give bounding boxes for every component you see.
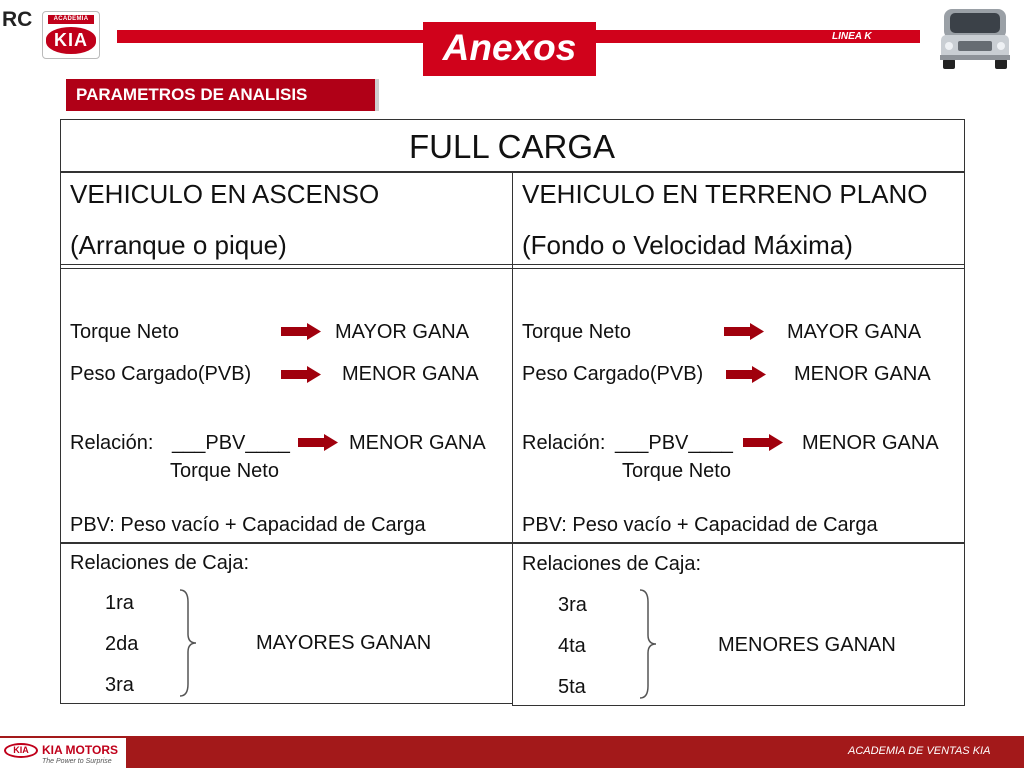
table-left-border [60, 119, 61, 704]
right-relacion-result: MENOR GANA [802, 432, 939, 454]
left-relacion-denominator: Torque Neto [170, 460, 279, 482]
left-title-line1: VEHICULO EN ASCENSO [70, 179, 380, 209]
caja-divider-left [60, 542, 512, 544]
left-torque-label: Torque Neto [70, 321, 179, 343]
left-torque-result: MAYOR GANA [335, 321, 470, 343]
line-label: LINEA K [832, 31, 872, 42]
logo-top-text: ACADEMIA [48, 15, 94, 24]
van-image [936, 3, 1014, 76]
right-caja-label: Relaciones de Caja: [522, 553, 701, 575]
left-gear-1: 1ra [105, 592, 134, 614]
caja-divider-right [512, 542, 965, 544]
left-caja-label: Relaciones de Caja: [70, 552, 249, 574]
page-title: Anexos [423, 22, 596, 76]
corner-code: RC [2, 8, 33, 31]
right-peso-label: Peso Cargado(PVB) [522, 363, 704, 385]
logo-kia-text: KIA [46, 27, 96, 54]
right-relacion-numerator: ___PBV____ [615, 432, 733, 454]
table-right-border [964, 119, 965, 706]
right-torque-label: Torque Neto [522, 321, 631, 343]
table-bottom-right [512, 705, 965, 706]
left-peso-arrow [281, 366, 321, 383]
kia-motors-logo [0, 738, 126, 768]
right-peso-arrow [726, 366, 766, 383]
right-gear-3: 5ta [558, 676, 586, 698]
right-title-line1: VEHICULO EN TERRENO PLANO [522, 179, 928, 209]
right-torque-result: MAYOR GANA [787, 321, 922, 343]
table-top-border [60, 119, 965, 120]
right-gear-1: 3ra [558, 594, 587, 616]
footer-tagline: The Power to Surprise [42, 758, 112, 765]
right-relacion-label: Relación: [522, 432, 606, 454]
subheader-divider-2 [60, 268, 965, 269]
right-gear-2: 4ta [558, 635, 586, 657]
right-pbv-definition: PBV: Peso vacío + Capacidad de Carga [522, 514, 878, 536]
kia-oval-icon: KIA [4, 743, 38, 758]
table-bottom-left [60, 703, 512, 704]
right-title-line2: (Fondo o Velocidad Máxima) [522, 230, 853, 260]
subheader-divider [60, 264, 965, 265]
left-pbv-definition: PBV: Peso vacío + Capacidad de Carga [70, 514, 426, 536]
column-divider [512, 171, 513, 706]
left-gear-2: 2da [105, 633, 139, 655]
left-gear-3: 3ra [105, 674, 134, 696]
right-torque-arrow [724, 323, 764, 340]
right-relacion-arrow [743, 434, 783, 451]
table-heading: FULL CARGA [409, 128, 615, 165]
right-gear-brace [636, 588, 660, 700]
left-relacion-arrow [298, 434, 338, 451]
left-gear-brace [176, 588, 200, 698]
left-caja-result: MAYORES GANAN [256, 632, 432, 654]
footer-brand: KIA MOTORS [42, 743, 119, 757]
left-title-line2: (Arranque o pique) [70, 230, 287, 260]
section-label: PARAMETROS DE ANALISIS [66, 79, 375, 111]
left-relacion-numerator: ___PBV____ [172, 432, 290, 454]
left-peso-label: Peso Cargado(PVB) [70, 363, 252, 385]
right-relacion-denominator: Torque Neto [622, 460, 731, 482]
left-relacion-label: Relación: [70, 432, 154, 454]
left-relacion-result: MENOR GANA [349, 432, 486, 454]
right-peso-result: MENOR GANA [794, 363, 931, 385]
academia-kia-logo [42, 11, 100, 59]
right-caja-result: MENORES GANAN [718, 634, 896, 656]
left-peso-result: MENOR GANA [342, 363, 479, 385]
left-torque-arrow [281, 323, 321, 340]
footer-academy: ACADEMIA DE VENTAS KIA [848, 745, 991, 757]
